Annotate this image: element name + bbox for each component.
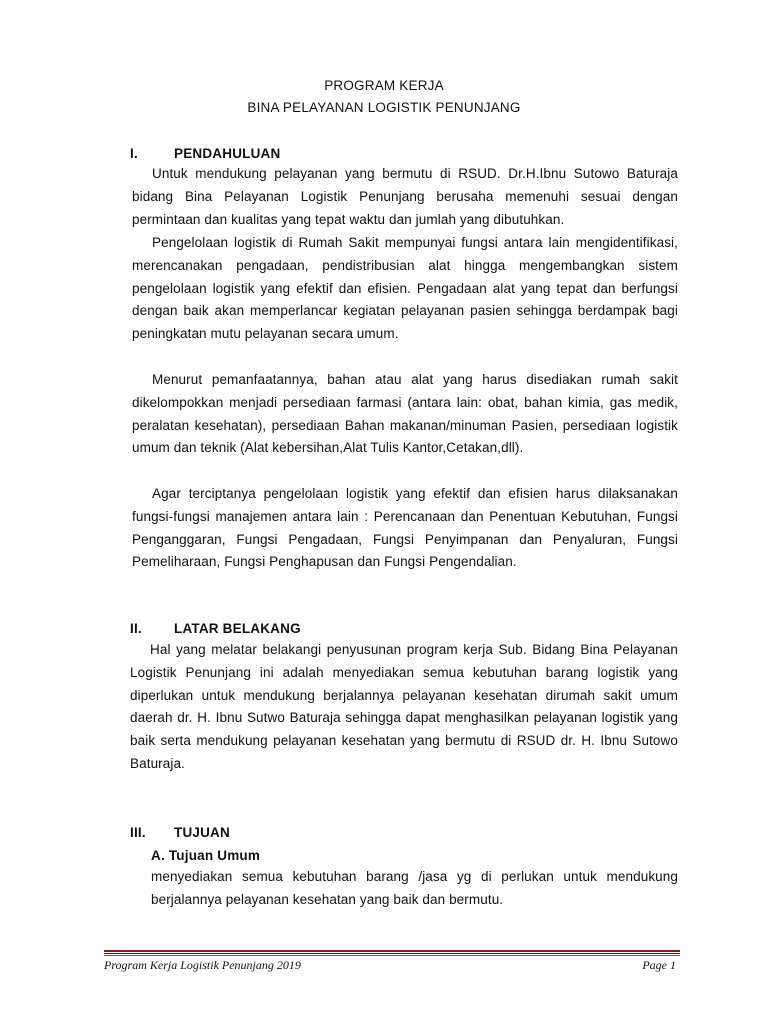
section-title: LATAR BELAKANG: [174, 621, 301, 636]
section-number: III.: [130, 825, 146, 840]
paragraph-tujuan-umum: menyediakan semua kebutuhan barang /jasa yg di perlukan untuk mendukung berjalannya pelayanan kesehatan yang baik dan bermutu.: [151, 869, 678, 907]
document-subtitle: BINA PELAYANAN LOGISTIK PENUNJANG: [247, 100, 521, 115]
section-number: I.: [130, 146, 138, 161]
paragraph-pendahuluan-4: Agar terciptanya pengelolaan logistik yang efektif dan efisien harus dilaksanakan fungsi-fungsi manajemen antara lain : Perencanaan dan Penentuan Kebutuhan, Fungsi Penganggaran, Fungsi Pengadaan, Fungsi Penyimpanan dan Penyaluran, Fungsi Pemeliharaan, Fungsi Penghapusan dan Fungsi Pengendalian.: [132, 486, 678, 570]
section-title: PENDAHULUAN: [174, 146, 281, 161]
paragraph-latar-belakang: Hal yang melatar belakangi penyusunan program kerja Sub. Bidang Bina Pelayanan Logistik Penunjang ini adalah menyediakan semua kebutuhan barang logistik yang diperlukan untuk mendukung berjalannya pelayanan kesehatan dirumah sakit umum daerah dr. H. Ibnu Sutwo Baturaja sehingga dapat menghasilkan pelayanan logistik yang baik serta mendukung pelayanan kesehatan yang bermutu di RSUD dr. H. Ibnu Sutowo Baturaja.: [130, 642, 678, 771]
footer-page-number: Page 1: [642, 958, 676, 972]
subsection-heading-tujuan-umum: A. Tujuan Umum: [151, 848, 261, 863]
footer-divider: [104, 950, 680, 956]
footer-document-title: Program Kerja Logistik Penunjang 2019: [104, 958, 301, 972]
paragraph-pendahuluan-3: Menurut pemanfaatannya, bahan atau alat yang harus disediakan rumah sakit dikelompokkan menjadi persediaan farmasi (antara lain: obat, bahan kimia, gas medik, peralatan kesehatan), persediaan Bahan makanan/minuman Pasien, persediaan logistik umum dan teknik (Alat kebersihan,Alat Tulis Kantor,Cetakan,dll).: [132, 372, 678, 456]
paragraph-pendahuluan-1: Untuk mendukung pelayanan yang bermutu di RSUD. Dr.H.Ibnu Sutowo Baturaja bidang Bina Pelayanan Logistik Penunjang berusaha memenuhi sesuai dengan permintaan dan kualitas yang tepat waktu dan jumlah yang dibutuhkan.: [132, 166, 678, 227]
section-title: TUJUAN: [174, 825, 230, 840]
document-title: PROGRAM KERJA: [324, 78, 444, 93]
paragraph-pendahuluan-2: Pengelolaan logistik di Rumah Sakit mempunyai fungsi antara lain mengidentifikasi, merencanakan pengadaan, pendistribusian alat hingga mengembangkan sistem pengelolaan logistik yang efektif dan efisien. Pengadaan alat yang tepat dan berfungsi dengan baik akan memperlancar kegiatan pelayanan pasien sehingga berdampak bagi peningkatan mutu pelayanan secara umum.: [132, 235, 678, 342]
section-number: II.: [130, 621, 142, 636]
